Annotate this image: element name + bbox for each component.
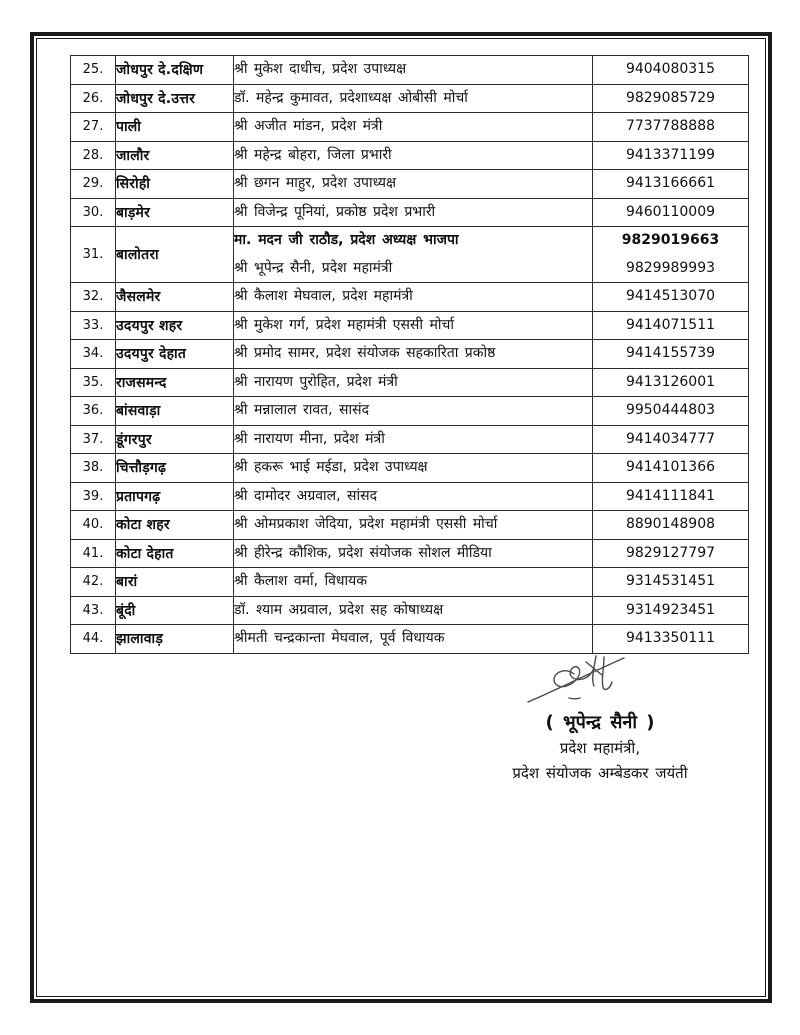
name-line: श्री मुकेश गर्ग, प्रदेश महामंत्री एससी मोर्चा [234,316,454,333]
table-row [71,283,749,312]
table-row [71,368,749,397]
table-row [71,539,749,568]
name-cell [234,539,593,568]
name-line: श्री हीरेन्द्र कौशिक, प्रदेश संयोजक सोशल मीडिया [234,544,492,561]
phone-number: 9314923451 [625,601,716,618]
serial-cell: 28. [71,141,116,170]
phone-number: 9414155739 [625,345,716,361]
table-row [71,198,749,227]
name-cell [234,511,593,540]
table-row [71,141,749,170]
table-row [71,568,749,597]
name-cell [234,425,593,454]
district-cell: बूंदी [116,596,234,625]
serial-cell: 36. [71,397,116,426]
phone-cell [593,198,749,227]
district-cell: झालावाड़ [116,625,234,654]
signature-title-1: प्रदेश महामंत्री, [559,739,641,757]
name-cell [234,283,593,312]
serial-cell: 37. [71,425,116,454]
phone-cell [593,397,749,426]
district-cell: बालोतरा [116,227,234,283]
phone-number: 9413350111 [625,630,716,646]
serial-cell: 31. [71,227,116,283]
phone-cell [593,170,749,199]
serial-cell: 26. [71,84,116,113]
phone-number: 9414071511 [625,316,716,333]
serial-cell: 43. [71,596,116,625]
signature-title-2: प्रदेश संयोजक अम्बेडकर जयंती [512,764,688,782]
name-line: श्री कैलाश वर्मा, विधायक [234,573,368,589]
name-line: डॉ. महेन्द्र कुमावत, प्रदेशाध्यक्ष ओबीसी मोर्चा [234,89,468,106]
name-line: श्री कैलाश मेघवाल, प्रदेश महामंत्री [234,288,413,304]
name-cell [234,340,593,369]
name-cell [234,56,593,85]
table-row [71,596,749,625]
name-line: श्री दामोदर अग्रवाल, सांसद [234,487,378,504]
table-row [71,397,749,426]
phone-number: 9413126001 [625,373,716,390]
name-line: श्री नारायण मीना, प्रदेश मंत्री [234,430,385,447]
serial-cell: 35. [71,368,116,397]
name-cell [234,568,593,597]
name-cell [234,368,593,397]
table-row [71,454,749,483]
phone-number: 9414513070 [625,288,716,304]
name-line: श्री नारायण पुरोहित, प्रदेश मंत्री [234,373,398,390]
contact-table-body [71,56,749,654]
phone-cell [593,141,749,170]
phone-cell [593,283,749,312]
serial-cell: 38. [71,454,116,483]
district-cell: डूंगरपुर [116,425,234,454]
table-row [71,84,749,113]
serial-cell: 44. [71,625,116,654]
name-cell [234,198,593,227]
district-cell: प्रतापगढ़ [116,482,234,511]
table-row [71,340,749,369]
district-cell: उदयपुर देहात [116,340,234,369]
serial-cell: 41. [71,539,116,568]
name-line: श्री अजीत मांडन, प्रदेश मंत्री [234,118,383,134]
name-line: श्री महेन्द्र बोहरा, जिला प्रभारी [234,146,392,163]
phone-cell [593,368,749,397]
phone-number: 9414034777 [625,430,716,447]
phone-cell [593,596,749,625]
table-row [71,311,749,340]
name-line: श्री छगन माहुर, प्रदेश उपाध्यक्ष [234,175,397,191]
serial-cell: 29. [71,170,116,199]
district-cell: बारां [116,568,234,597]
name-cell [234,596,593,625]
phone-number: 9829127797 [625,544,716,561]
name-cell [234,482,593,511]
serial-cell: 34. [71,340,116,369]
name-cell [234,454,593,483]
district-cell: जोधपुर दे.दक्षिण [116,56,234,85]
name-cell [234,170,593,199]
district-cell: चित्तौड़गढ़ [116,454,234,483]
phone-cell [593,511,749,540]
phone-number: 9414111841 [625,487,716,504]
name-cell [234,397,593,426]
phone-number: 9460110009 [625,203,716,220]
name-line: श्री मुकेश दाधीच, प्रदेश उपाध्यक्ष [234,61,407,77]
district-cell: सिरोही [116,170,234,199]
phone-cell [593,482,749,511]
name-line: श्री मन्नालाल रावत, सासंद [234,402,370,418]
serial-cell: 32. [71,283,116,312]
serial-cell: 42. [71,568,116,597]
phone-number: 9829989993 [625,259,716,276]
signature-block [430,646,770,786]
serial-cell: 39. [71,482,116,511]
phone-cell [593,113,749,142]
phone-number: 8890148908 [625,516,716,532]
phone-cell [593,454,749,483]
name-line: श्री ओमप्रकाश जेदिया, प्रदेश महामंत्री एससी मोर्चा [234,516,498,532]
phone-number: 9314531451 [625,573,716,589]
table-row [71,56,749,85]
name-cell [234,311,593,340]
phone-cell [593,425,749,454]
name-line: श्री भूपेन्द्र सैनी, प्रदेश महामंत्री [234,259,393,276]
serial-cell: 27. [71,113,116,142]
phone-number: 9414101366 [625,459,716,475]
name-line: मा. मदन जी राठौड, प्रदेश अध्यक्ष भाजपा [234,232,459,248]
district-cell: पाली [116,113,234,142]
serial-cell: 33. [71,311,116,340]
phone-number: 9950444803 [625,402,716,418]
name-cell [234,84,593,113]
phone-cell [593,311,749,340]
district-cell: बांसवाड़ा [116,397,234,426]
phone-cell [593,56,749,85]
serial-cell: 25. [71,56,116,85]
serial-cell: 30. [71,198,116,227]
phone-cell [593,84,749,113]
name-cell [234,227,593,283]
signature-name: ( भूपेन्द्र सैनी ) [545,712,655,733]
table-row [71,227,749,283]
phone-number: 7737788888 [625,118,716,134]
name-cell [234,113,593,142]
table-row [71,511,749,540]
phone-number: 9829019663 [621,232,720,248]
name-line: डॉ. श्याम अग्रवाल, प्रदेश सह कोषाध्यक्ष [234,601,444,618]
name-cell [234,141,593,170]
name-line: श्री विजेन्द्र पूनियां, प्रकोष्ठ प्रदेश प्रभारी [234,203,436,220]
district-cell: उदयपुर शहर [116,311,234,340]
contact-table [70,55,749,654]
phone-number: 9404080315 [625,61,716,77]
serial-cell: 40. [71,511,116,540]
phone-number: 9829085729 [625,89,716,106]
table-row [71,113,749,142]
signature-scribble-icon [522,646,642,708]
district-cell: जैसलमेर [116,283,234,312]
district-cell: बाड़मेर [116,198,234,227]
phone-cell [593,539,749,568]
name-line: श्रीमती चन्द्रकान्ता मेघवाल, पूर्व विधायक [234,630,445,646]
district-cell: जालौर [116,141,234,170]
district-cell: जोधपुर दे.उत्तर [116,84,234,113]
table-row [71,425,749,454]
district-cell: कोटा देहात [116,539,234,568]
name-line: श्री प्रमोद सामर, प्रदेश संयोजक सहकारिता प्रकोष्ठ [234,345,496,361]
table-row [71,482,749,511]
phone-cell [593,568,749,597]
table-row [71,170,749,199]
name-line: श्री हकरू भाई मईडा, प्रदेश उपाध्यक्ष [234,459,428,475]
phone-cell [593,227,749,283]
phone-number: 9413166661 [625,175,716,191]
district-cell: कोटा शहर [116,511,234,540]
phone-number: 9413371199 [625,146,716,163]
phone-cell [593,340,749,369]
district-cell: राजसमन्द [116,368,234,397]
